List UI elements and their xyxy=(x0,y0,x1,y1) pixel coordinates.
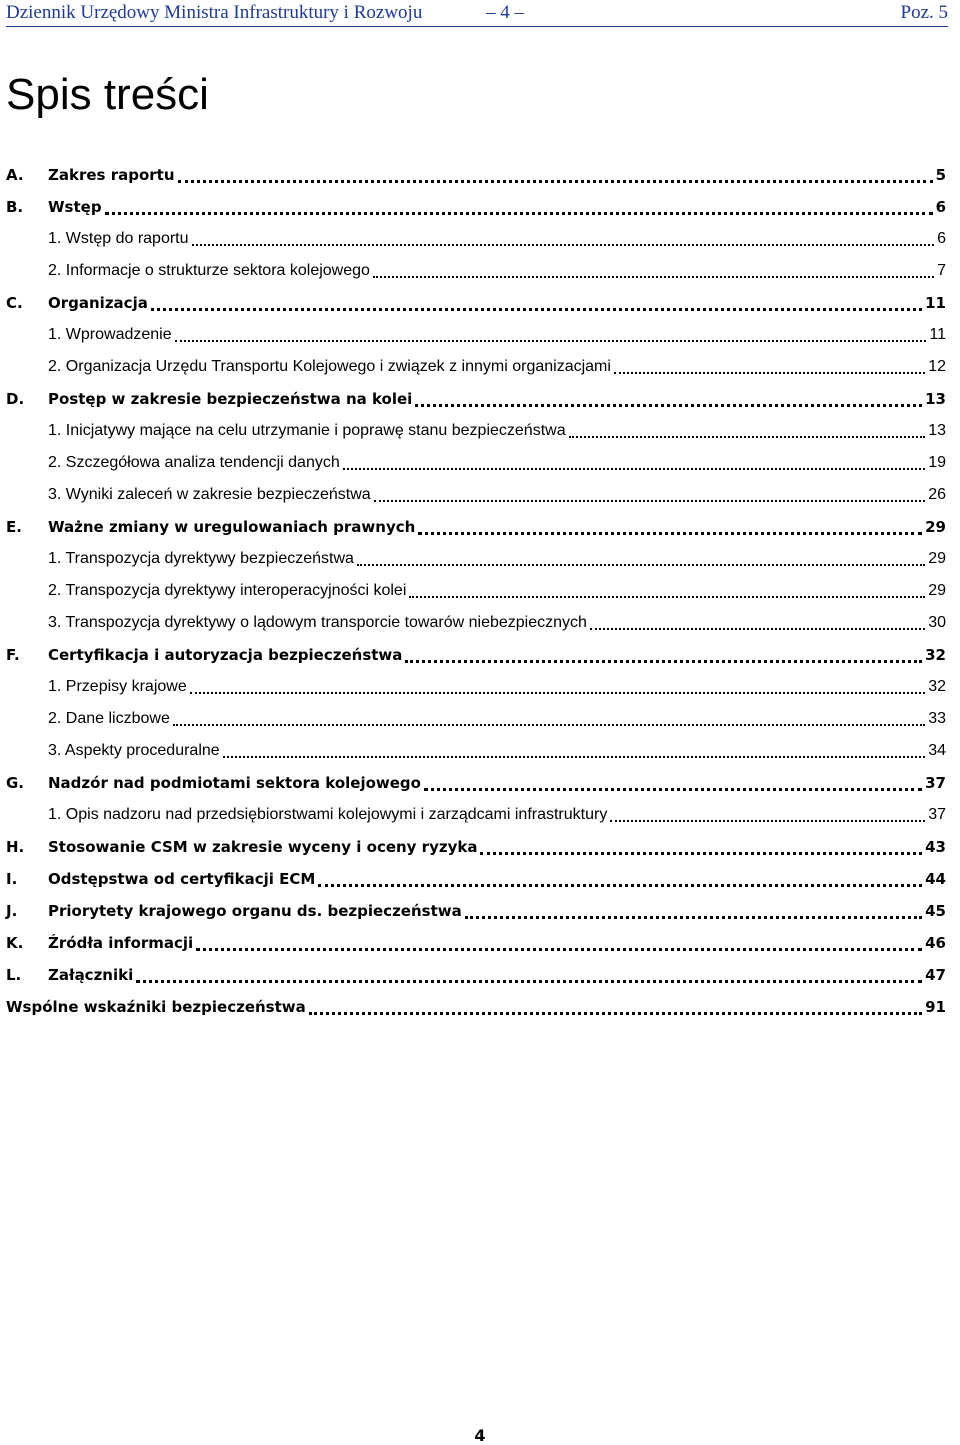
toc-subsection-entry[interactable] xyxy=(6,607,946,639)
toc-entry-title: 1. Opis nadzoru nad przedsiębiorstwami kolejowymi i zarządcami infrastruktury xyxy=(48,806,608,823)
toc-section-letter: F. xyxy=(6,646,20,664)
toc-page-number: 45 xyxy=(925,902,946,920)
toc-subsection-entry[interactable] xyxy=(6,447,946,479)
toc-entry-title: 1. Inicjatywy mające na celu utrzymanie i poprawę stanu bezpieczeństwa xyxy=(48,422,566,439)
toc-entry-title: 2. Informacje o strukturze sektora kolejowego xyxy=(48,262,370,279)
toc-entry-title: Zakres raportu xyxy=(48,166,175,184)
toc-dot-leader xyxy=(374,500,926,502)
toc-section-entry[interactable] xyxy=(6,927,946,959)
toc-entry-title: Postęp w zakresie bezpieczeństwa na kolei xyxy=(48,390,413,408)
toc-dot-leader xyxy=(569,436,926,438)
toc-page-number: 26 xyxy=(928,486,946,503)
toc-dot-leader xyxy=(373,276,934,278)
toc-dot-leader xyxy=(614,372,925,374)
toc-appendix-entry[interactable] xyxy=(6,991,946,1023)
toc-dot-leader xyxy=(190,692,925,694)
toc-dot-leader xyxy=(590,628,925,630)
toc-dot-leader xyxy=(415,404,922,407)
toc-subsection-entry[interactable] xyxy=(6,415,946,447)
toc-page-number: 32 xyxy=(928,678,946,695)
toc-section-entry[interactable] xyxy=(6,159,946,191)
toc-dot-leader xyxy=(136,980,922,983)
toc-section-entry[interactable] xyxy=(6,383,946,415)
toc-dot-leader xyxy=(196,948,922,951)
toc-section-letter: C. xyxy=(6,294,23,312)
toc-section-entry[interactable] xyxy=(6,767,946,799)
toc-dot-leader xyxy=(424,788,922,791)
toc-section-letter: J. xyxy=(6,902,18,920)
toc-entry-title: Organizacja xyxy=(48,294,148,312)
toc-section-entry[interactable] xyxy=(6,287,946,319)
toc-section-entry[interactable] xyxy=(6,895,946,927)
toc-page-number: 6 xyxy=(937,230,946,247)
toc-entry-title: Certyfikacja i autoryzacja bezpieczeństwa xyxy=(48,646,403,664)
toc-entry-title: Odstępstwa od certyfikacji ECM xyxy=(48,870,316,888)
toc-dot-leader xyxy=(357,564,925,566)
toc-section-letter: I. xyxy=(6,870,18,888)
toc-page-number: 7 xyxy=(937,262,946,279)
toc-entry-title: Załączniki xyxy=(48,966,134,984)
toc-dot-leader xyxy=(343,468,925,470)
toc-page-number: 46 xyxy=(925,934,946,952)
page-header xyxy=(6,0,948,26)
toc-entry-title: Wspólne wskaźniki bezpieczeństwa xyxy=(6,998,306,1016)
toc-page-number: 30 xyxy=(928,614,946,631)
toc-entry-title: 2. Szczegółowa analiza tendencji danych xyxy=(48,454,340,471)
toc-dot-leader xyxy=(465,916,922,919)
header-page-marker: – 4 – xyxy=(486,2,524,23)
toc-page-number: 6 xyxy=(935,198,946,216)
page-title: Spis treści xyxy=(6,70,209,119)
toc-subsection-entry[interactable] xyxy=(6,223,946,255)
toc-page-number: 29 xyxy=(925,518,946,536)
toc-dot-leader xyxy=(309,1012,922,1015)
toc-subsection-entry[interactable] xyxy=(6,735,946,767)
toc-dot-leader xyxy=(192,244,935,246)
toc-section-entry[interactable] xyxy=(6,191,946,223)
toc-entry-title: Źródła informacji xyxy=(48,934,194,952)
position-number: Poz. 5 xyxy=(900,2,948,23)
toc-subsection-entry[interactable] xyxy=(6,255,946,287)
toc-entry-title: Stosowanie CSM w zakresie wyceny i oceny ryzyka xyxy=(48,838,478,856)
toc-dot-leader xyxy=(223,756,926,758)
toc-dot-leader xyxy=(405,660,922,663)
toc-entry-title: Ważne zmiany w uregulowaniach prawnych xyxy=(48,518,416,536)
toc-section-letter: E. xyxy=(6,518,22,536)
toc-entry-title: Nadzór nad podmiotami sektora kolejowego xyxy=(48,774,421,792)
toc-section-entry[interactable] xyxy=(6,863,946,895)
toc-subsection-entry[interactable] xyxy=(6,799,946,831)
table-of-contents xyxy=(6,159,946,1023)
toc-page-number: 43 xyxy=(925,838,946,856)
toc-dot-leader xyxy=(151,308,922,311)
toc-subsection-entry[interactable] xyxy=(6,671,946,703)
toc-entry-title: 2. Dane liczbowe xyxy=(48,710,170,727)
publication-title: Dziennik Urzędowy Ministra Infrastruktury i Rozwoju xyxy=(6,2,423,23)
toc-entry-title: Priorytety krajowego organu ds. bezpieczeństwa xyxy=(48,902,462,920)
toc-page-number: 29 xyxy=(928,582,946,599)
toc-section-entry[interactable] xyxy=(6,639,946,671)
toc-page-number: 29 xyxy=(928,550,946,567)
toc-entry-title: 2. Transpozycja dyrektywy interoperacyjności kolei xyxy=(48,582,407,599)
toc-subsection-entry[interactable] xyxy=(6,703,946,735)
toc-page-number: 13 xyxy=(928,422,946,439)
toc-section-letter: A. xyxy=(6,166,24,184)
toc-dot-leader xyxy=(480,852,922,855)
toc-page-number: 34 xyxy=(928,742,946,759)
toc-page-number: 11 xyxy=(925,294,946,312)
toc-dot-leader xyxy=(318,884,922,887)
toc-section-entry[interactable] xyxy=(6,511,946,543)
toc-page-number: 37 xyxy=(928,806,946,823)
toc-dot-leader xyxy=(178,180,933,183)
toc-subsection-entry[interactable] xyxy=(6,543,946,575)
toc-section-letter: B. xyxy=(6,198,24,216)
toc-dot-leader xyxy=(409,596,925,598)
toc-entry-title: 2. Organizacja Urzędu Transportu Kolejowego i związek z innymi organizacjami xyxy=(48,358,611,375)
toc-entry-title: 1. Wprowadzenie xyxy=(48,326,172,343)
toc-page-number: 47 xyxy=(925,966,946,984)
toc-dot-leader xyxy=(418,532,922,535)
toc-page-number: 19 xyxy=(928,454,946,471)
toc-page-number: 32 xyxy=(925,646,946,664)
toc-subsection-entry[interactable] xyxy=(6,479,946,511)
toc-dot-leader xyxy=(173,724,925,726)
toc-entry-title: 3. Wyniki zaleceń w zakresie bezpieczeństwa xyxy=(48,486,371,503)
toc-page-number: 11 xyxy=(929,326,946,343)
toc-page-number: 13 xyxy=(925,390,946,408)
toc-dot-leader xyxy=(175,340,927,342)
toc-subsection-entry[interactable] xyxy=(6,575,946,607)
toc-page-number: 33 xyxy=(928,710,946,727)
toc-section-letter: G. xyxy=(6,774,25,792)
toc-entry-title: 1. Wstęp do raportu xyxy=(48,230,189,247)
toc-page-number: 12 xyxy=(928,358,946,375)
toc-section-letter: L. xyxy=(6,966,22,984)
page-footer xyxy=(0,1426,960,1445)
toc-page-number: 37 xyxy=(925,774,946,792)
toc-entry-title: 1. Transpozycja dyrektywy bezpieczeństwa xyxy=(48,550,354,567)
toc-page-number: 44 xyxy=(925,870,946,888)
toc-section-letter: H. xyxy=(6,838,25,856)
toc-section-entry[interactable] xyxy=(6,959,946,991)
toc-section-letter: K. xyxy=(6,934,24,952)
toc-entry-title: 1. Przepisy krajowe xyxy=(48,678,187,695)
toc-section-entry[interactable] xyxy=(6,831,946,863)
toc-subsection-entry[interactable] xyxy=(6,319,946,351)
toc-subsection-entry[interactable] xyxy=(6,351,946,383)
toc-entry-title: 3. Transpozycja dyrektywy o lądowym transporcie towarów niebezpiecznych xyxy=(48,614,587,631)
toc-page-number: 5 xyxy=(935,166,946,184)
toc-section-letter: D. xyxy=(6,390,25,408)
toc-dot-leader xyxy=(105,212,933,215)
toc-entry-title: Wstęp xyxy=(48,198,102,216)
toc-entry-title: 3. Aspekty proceduralne xyxy=(48,742,220,759)
toc-page-number: 91 xyxy=(925,998,946,1016)
header-rule xyxy=(6,26,948,27)
footer-page-number: 4 xyxy=(474,1426,486,1445)
toc-dot-leader xyxy=(610,820,925,822)
